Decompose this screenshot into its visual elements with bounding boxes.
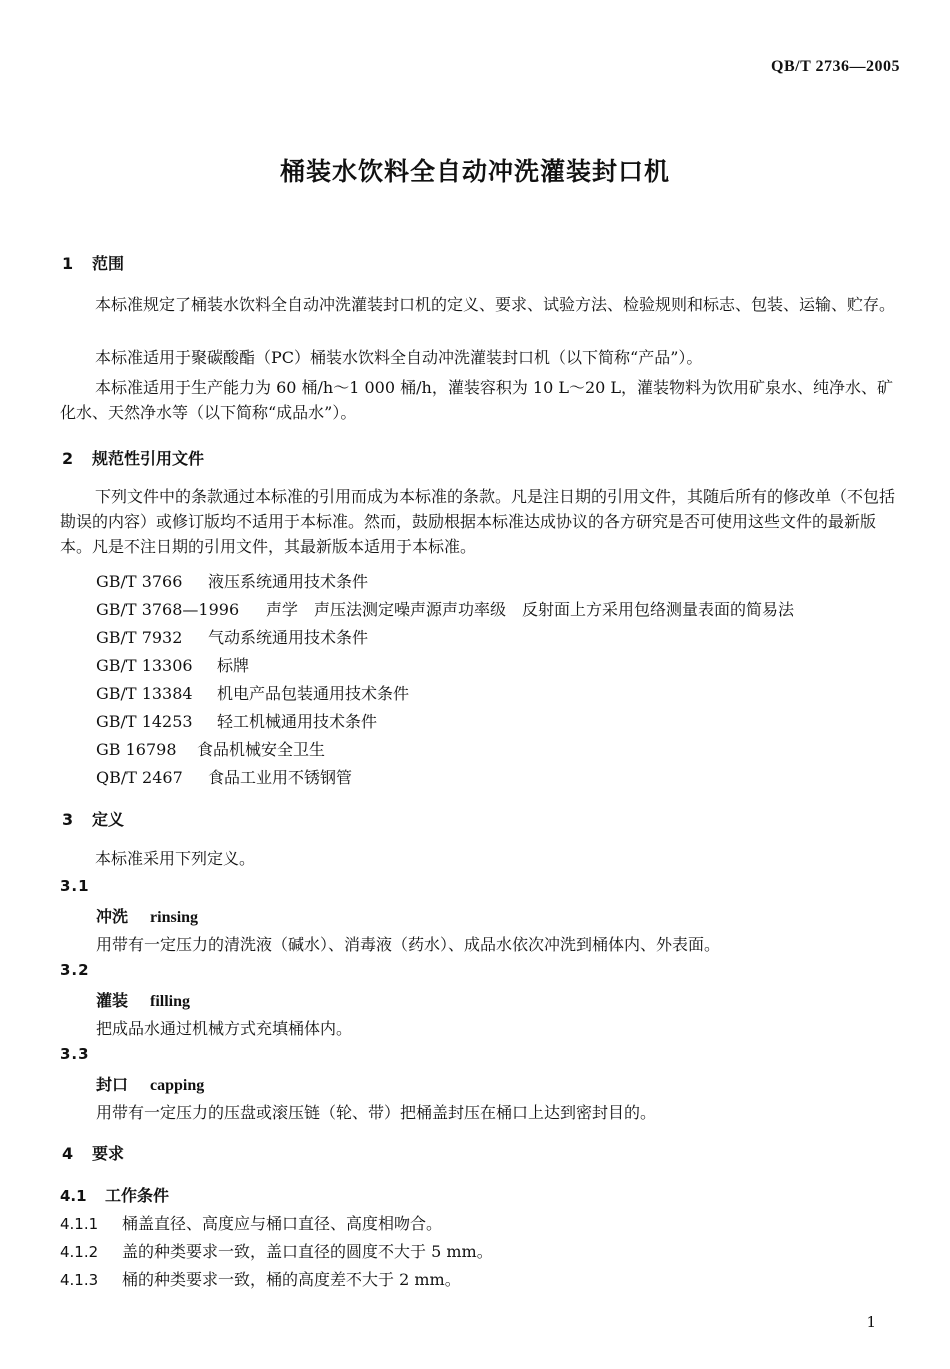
page-number: 1	[866, 1313, 876, 1331]
term-number: 3.3	[60, 1045, 90, 1063]
section-number: 3	[62, 810, 74, 829]
reference-code: GB/T 13384	[96, 684, 193, 703]
term-heading	[96, 904, 198, 927]
subsection-heading	[60, 1183, 169, 1206]
section-title: 定义	[92, 810, 125, 829]
reference-item	[96, 597, 794, 620]
section-3-heading	[62, 807, 124, 830]
document-title: 桶装水饮料全自动冲洗灌装封口机	[279, 157, 670, 186]
clause-item	[60, 1239, 493, 1262]
reference-title: 轻工机械通用技术条件	[217, 712, 378, 731]
clause-item	[60, 1211, 442, 1234]
paragraph: 下列文件中的条款通过本标准的引用而成为本标准的条款。凡是注日期的引用文件，其随后所有的修改单（不包括勘误的内容）或修订版均不适用于本标准。然而，鼓励根据本标准达成协议的各方研究是否可使用这些文件的最新版本。凡是不注日期的引用文件，其最新版本适用于本标准。	[60, 487, 896, 556]
term-definition: 用带有一定压力的压盘或滚压链（轮、带）把桶盖封压在桶口上达到密封目的。	[96, 1103, 657, 1122]
clause-item	[60, 1267, 461, 1290]
term-definition: 用带有一定压力的清洗液（碱水）、消毒液（药水）、成品水依次冲洗到桶体内、外表面。	[96, 935, 721, 954]
reference-title: 食品机械安全卫生	[197, 740, 326, 759]
section-title: 范围	[92, 254, 125, 273]
term-en: filling	[150, 993, 191, 1010]
reference-item	[96, 569, 368, 592]
reference-title: 机电产品包装通用技术条件	[217, 684, 410, 703]
subsection-number: 4.1	[60, 1187, 87, 1205]
reference-item	[96, 765, 352, 788]
reference-item	[96, 737, 325, 760]
reference-code: GB/T 13306	[96, 656, 193, 675]
reference-item	[96, 681, 409, 704]
standard-number: QB/T 2736—2005	[771, 58, 900, 75]
term-en: rinsing	[150, 909, 199, 926]
reference-code: GB/T 7932	[96, 628, 183, 647]
reference-title: 声学 声压法测定噪声源声功率级 反射面上方采用包络测量表面的简易法	[266, 600, 795, 619]
clause-text: 桶盖直径、高度应与桶口直径、高度相吻合。	[122, 1214, 443, 1233]
section-1-heading	[62, 251, 124, 274]
paragraph: 本标准采用下列定义。	[95, 849, 256, 868]
section-title: 要求	[92, 1144, 125, 1163]
term-en: capping	[150, 1077, 205, 1094]
term-definition: 把成品水通过机械方式充填桶体内。	[96, 1019, 353, 1038]
paragraph: 本标准规定了桶装水饮料全自动冲洗灌装封口机的定义、要求、试验方法、检验规则和标志、包装、运输、贮存。	[95, 295, 896, 314]
reference-item	[96, 653, 249, 676]
clause-number: 4.1.2	[60, 1243, 99, 1261]
reference-code: GB/T 3768—1996	[96, 600, 240, 619]
reference-item	[96, 709, 377, 732]
clause-number: 4.1.3	[60, 1271, 99, 1289]
reference-code: GB 16798	[96, 740, 177, 759]
term-zh: 灌装	[96, 991, 129, 1010]
term-zh: 冲洗	[96, 907, 129, 926]
paragraph: 本标准适用于聚碳酸酯（PC）桶装水饮料全自动冲洗灌装封口机（以下简称“产品”）。	[95, 348, 703, 367]
term-heading	[96, 1072, 204, 1095]
clause-text: 盖的种类要求一致，盖口直径的圆度不大于 5 mm。	[122, 1242, 493, 1261]
reference-title: 液压系统通用技术条件	[208, 572, 369, 591]
section-4-heading	[62, 1141, 124, 1164]
section-number: 1	[62, 254, 74, 273]
section-2-heading	[62, 446, 204, 469]
term-number: 3.2	[60, 961, 90, 979]
reference-code: GB/T 3766	[96, 572, 183, 591]
reference-code: GB/T 14253	[96, 712, 193, 731]
term-number: 3.1	[60, 877, 90, 895]
reference-item	[96, 625, 368, 648]
section-title: 规范性引用文件	[92, 449, 205, 468]
clause-number: 4.1.1	[60, 1215, 99, 1233]
clause-text: 桶的种类要求一致，桶的高度差不大于 2 mm。	[122, 1270, 461, 1289]
term-zh: 封口	[96, 1075, 129, 1094]
term-heading	[96, 988, 190, 1011]
section-number: 2	[62, 449, 74, 468]
reference-title: 标牌	[217, 656, 250, 675]
reference-title: 气动系统通用技术条件	[208, 628, 369, 647]
reference-title: 食品工业用不锈钢管	[208, 768, 353, 787]
section-number: 4	[62, 1144, 74, 1163]
paragraph: 本标准适用于生产能力为 60 桶/h～1 000 桶/h，灌装容积为 10 L～20 L，灌装物料为饮用矿泉水、纯净水、矿化水、天然净水等（以下简称“成品水”）。	[60, 378, 894, 422]
reference-code: QB/T 2467	[96, 768, 183, 787]
subsection-title: 工作条件	[105, 1186, 170, 1205]
